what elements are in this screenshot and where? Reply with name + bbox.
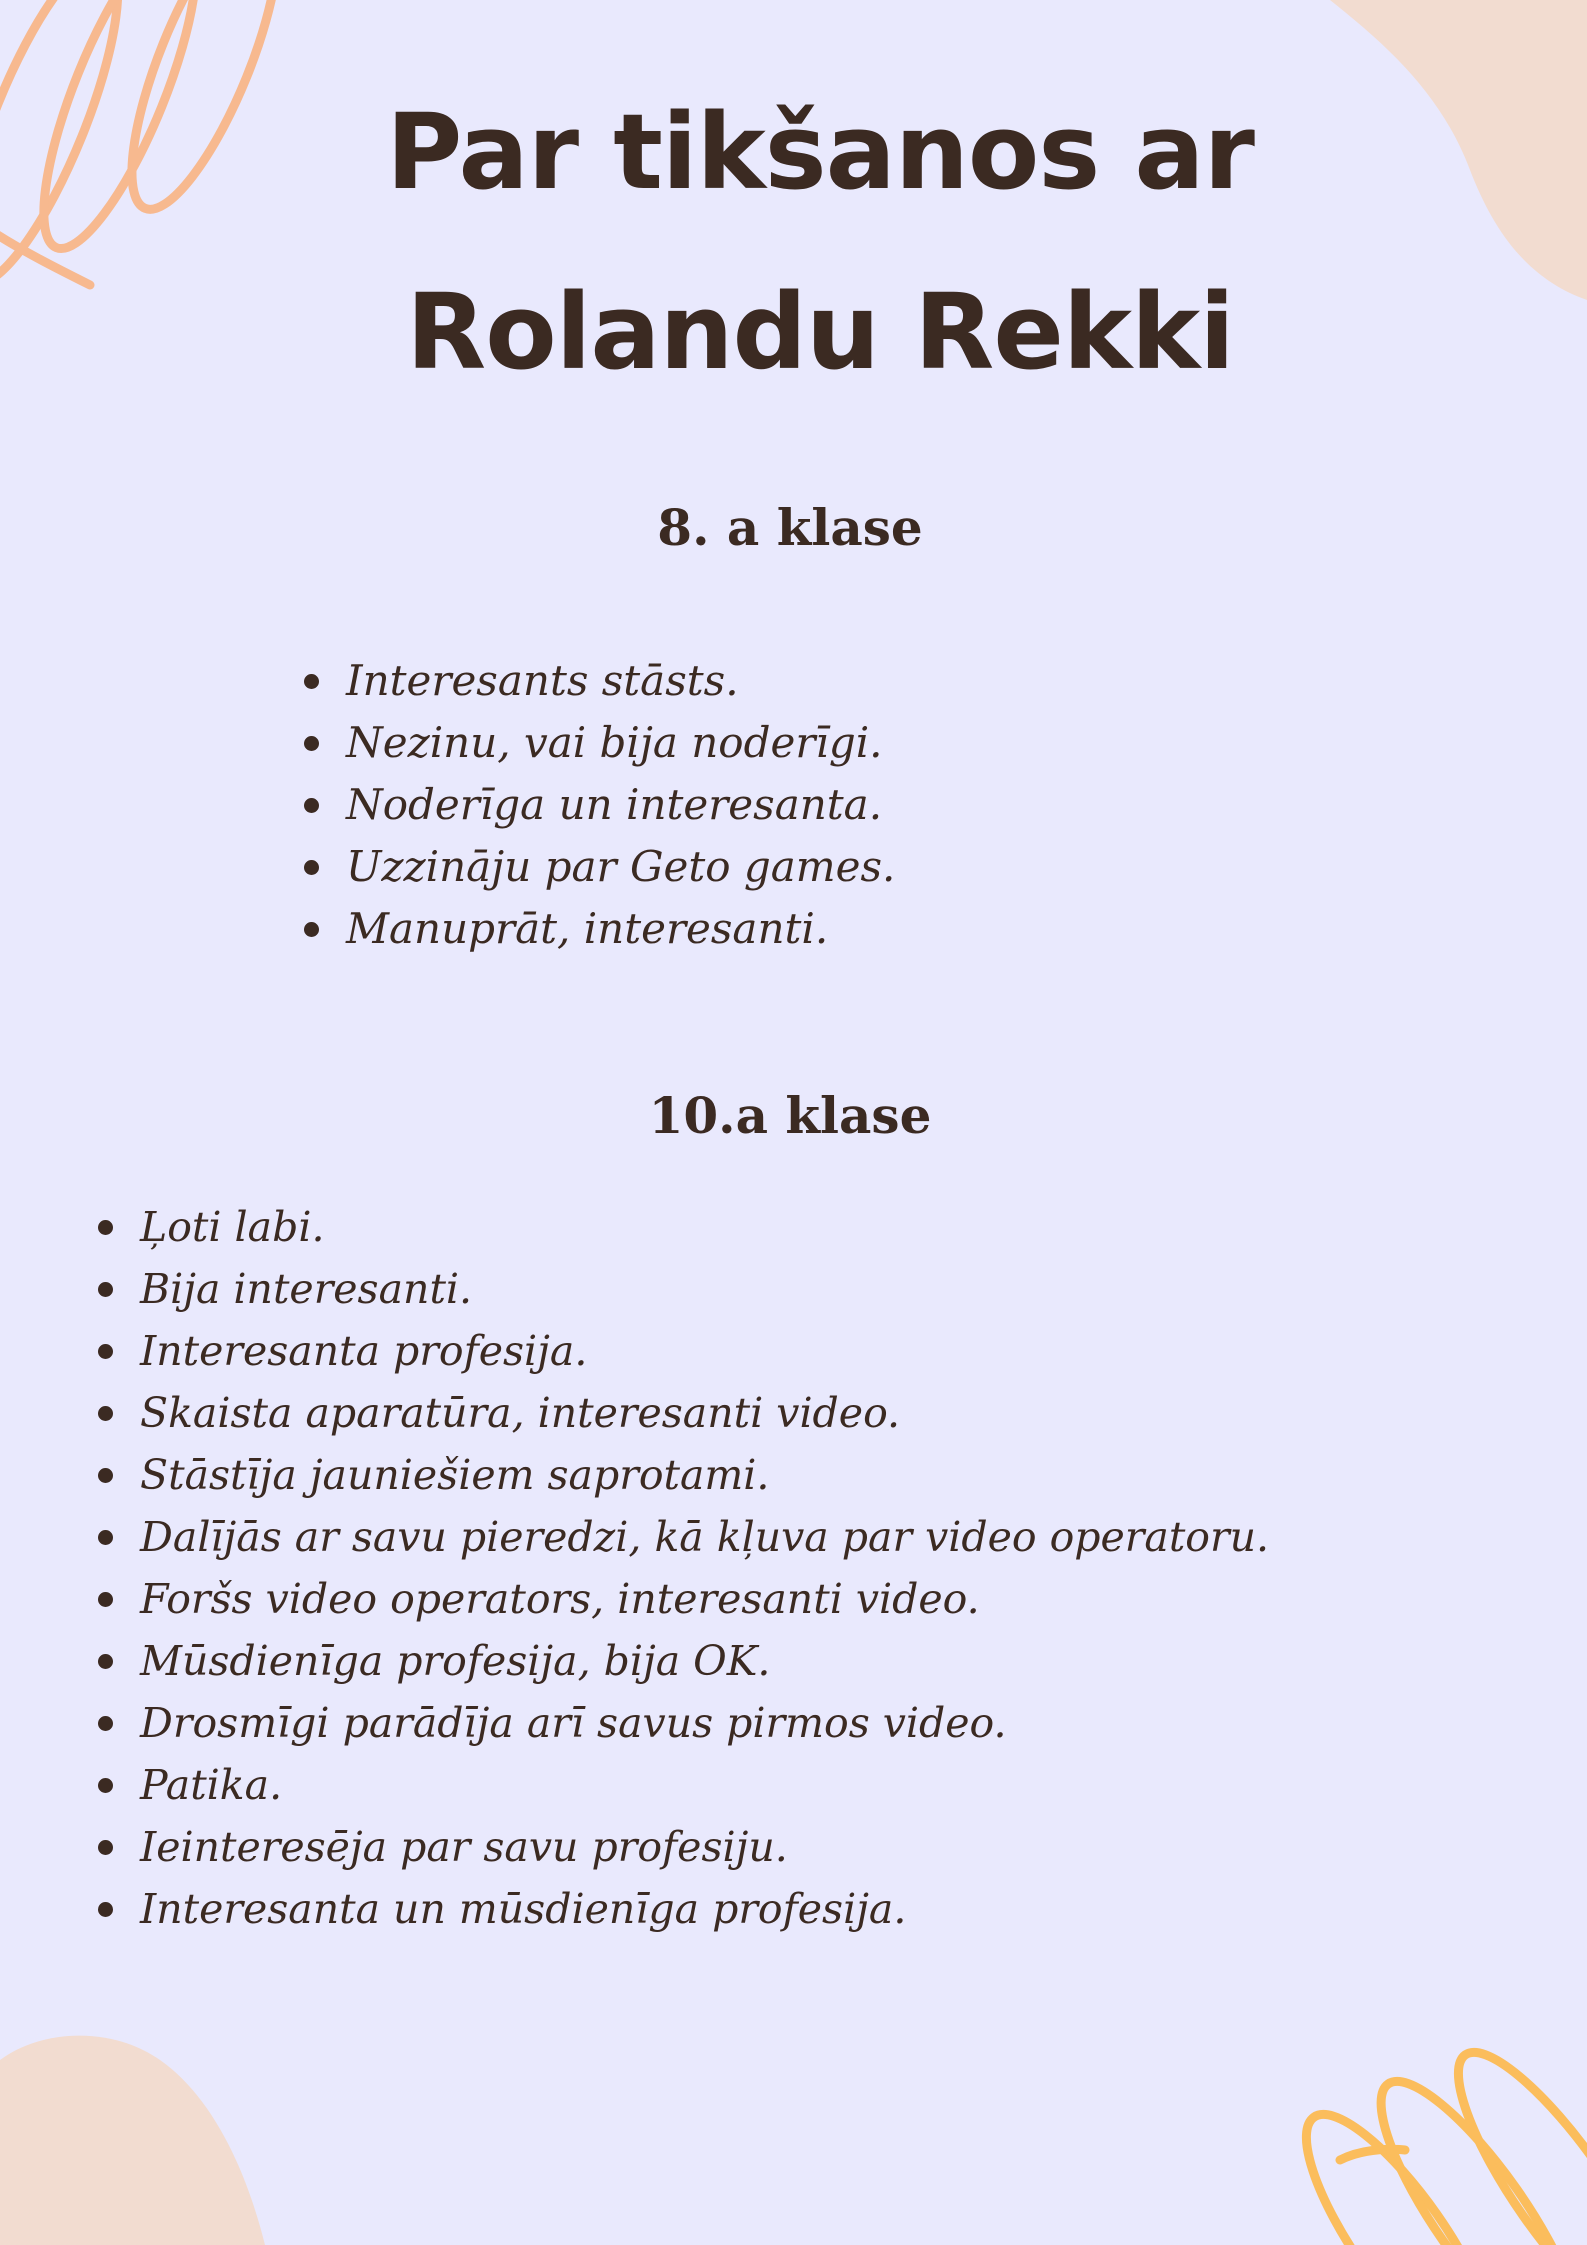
list-item: Foršs video operators, interesanti video. — [98, 1568, 1269, 1630]
list-item: Interesanta un mūsdienīga profesija. — [98, 1878, 1269, 1940]
section-heading-10a: 10.a klase — [648, 1086, 932, 1145]
list-item: Mūsdienīga profesija, bija OK. — [98, 1630, 1269, 1692]
list-item: Noderīga un interesanta. — [304, 774, 895, 836]
list-item: Nezinu, vai bija noderīgi. — [304, 712, 895, 774]
section-heading-8a: 8. a klase — [657, 498, 923, 557]
bottom-right-scribble — [1277, 2029, 1587, 2245]
page-title-line-1: Par tikšanos ar — [386, 91, 1254, 213]
list-item: Patika. — [98, 1754, 1269, 1816]
list-item: Dalījās ar savu pieredzi, kā kļuva par video operatoru. — [98, 1506, 1269, 1568]
list-item: Manuprāt, interesanti. — [304, 898, 895, 960]
top-right-blob — [1330, 0, 1587, 300]
list-item: Ļoti labi. — [98, 1196, 1269, 1258]
list-item: Bija interesanti. — [98, 1258, 1269, 1320]
feedback-list-10a — [98, 1196, 1269, 1940]
list-item: Interesanta profesija. — [98, 1320, 1269, 1382]
list-item: Skaista aparatūra, interesanti video. — [98, 1382, 1269, 1444]
list-item: Ieinteresēja par savu profesiju. — [98, 1816, 1269, 1878]
list-item: Uzzināju par Geto games. — [304, 836, 895, 898]
list-item: Stāstīja jauniešiem saprotami. — [98, 1444, 1269, 1506]
page-title-line-2: Rolandu Rekki — [406, 271, 1234, 393]
bottom-left-blob — [0, 2036, 265, 2245]
feedback-list-8a — [304, 650, 895, 960]
list-item: Drosmīgi parādīja arī savus pirmos video. — [98, 1692, 1269, 1754]
list-item: Interesants stāsts. — [304, 650, 895, 712]
top-left-scribble — [0, 0, 307, 299]
